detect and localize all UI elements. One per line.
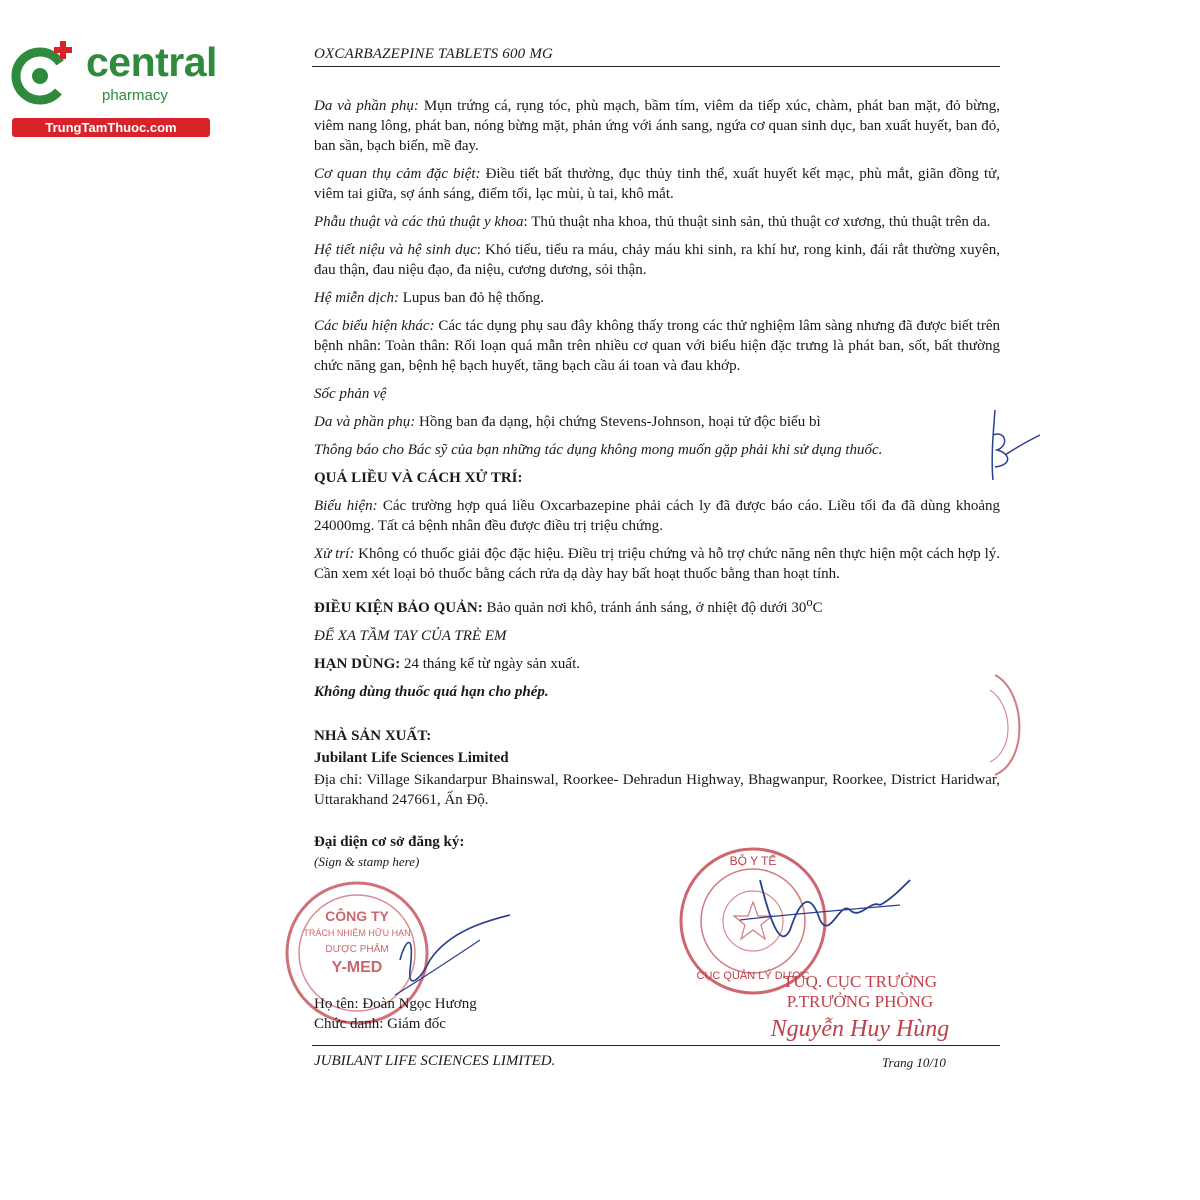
header-divider: [312, 66, 1000, 67]
stamp-line-2: TRÁCH NHIỆM HỮU HẠN: [303, 928, 411, 938]
manufacturer-name: Jubilant Life Sciences Limited: [314, 750, 509, 766]
margin-stamp-icon: [985, 670, 1025, 780]
registrant-title: Chức danh: Giám đốc: [314, 1016, 446, 1032]
registrant-info: [314, 994, 477, 1034]
manufacturer-address: Địa chỉ: Village Sikandarpur Bhainswal, Roorkee- Dehradun Highway, Bhagwanpur, Roorkee, District Haridwar, Uttarakhand 247661, Ấn Độ.: [314, 772, 1000, 808]
heading-manufacturer: NHÀ SẢN XUẤT:: [314, 728, 432, 744]
stamp-line-4: Y-MED: [331, 959, 383, 976]
official-signature-icon: [720, 860, 920, 970]
paragraph-symptoms: Biểu hiện: Các trường hợp quá liều Oxcarbazepine phải cách ly đã được báo cáo. Liều tối đa đã dùng khoảng 24000mg. Tất cả bệnh nhân đều được điều trị triệu chứng.: [314, 498, 1001, 534]
paragraph-children: ĐỂ XA TẦM TAY CỦA TRẺ EM: [314, 628, 507, 644]
ministry-stamp-top: BỘ Y TẾ: [729, 854, 777, 868]
document-body: [314, 96, 1000, 872]
paragraph-treatment: Xử trí: Không có thuốc giải độc đặc hiệu. Điều trị triệu chứng và hỗ trợ chức năng nên thực hiện một cách hợp lý. Cần xem xét loại bỏ thuốc bằng cách rửa dạ dày hay bất hoạt thuốc bằng than hoạt tính.: [314, 546, 1000, 582]
official-title-1: TUQ. CỤC TRƯỞNG: [782, 972, 938, 991]
paragraph-no-expired: Không dùng thuốc quá hạn cho phép.: [314, 684, 549, 700]
paragraph-immune: Hệ miễn dịch: Lupus ban đỏ hệ thống.: [314, 290, 544, 306]
heading-overdose: QUÁ LIỀU VÀ CÁCH XỬ TRÍ:: [314, 470, 523, 486]
paragraph-senses: Cơ quan thụ cảm đặc biệt: Điều tiết bất thường, đục thủy tinh thể, xuất huyết kết mạc, phù mắt, giãn đồng tử, viêm tai giữa, sợ ánh sáng, điểm tối, lạc mùi, ù tai, khô mắt.: [314, 166, 1000, 202]
official-name: Nguyễn Huy Hùng: [770, 1016, 950, 1042]
page-number: Trang 10/10: [882, 1055, 946, 1070]
official-title-2: P.TRƯỞNG PHÒNG: [786, 992, 934, 1011]
paragraph-surgery: Phẫu thuật và các thủ thuật y khoa: Thủ thuật nha khoa, thủ thuật sinh sản, thủ thuật cơ xương, thủ thuật trên da.: [314, 214, 991, 230]
footer-company: JUBILANT LIFE SCIENCES LIMITED.: [314, 1053, 556, 1069]
official-signature-block: [740, 972, 980, 1044]
footer-divider: [312, 1045, 1000, 1046]
paragraph-other: Các biểu hiện khác: Các tác dụng phụ sau đây không thấy trong các thử nghiệm lâm sàng nhưng đã được biết trên bệnh nhân: Toàn thân: Rối loạn quá mẫn trên nhiều cơ quan với biểu hiện đặc trưng là phát ban, sốt, bất thường chức năng gan, bệnh hệ bạch huyết, tăng bạch cầu ái toan và đau khớp.: [314, 318, 1001, 374]
paragraph-anaphylaxis: Sốc phản vệ: [314, 386, 387, 402]
logo-url[interactable]: TrungTamThuoc.com: [12, 118, 210, 137]
pharmacy-cross-icon: [10, 38, 82, 110]
registrant-sign-note: (Sign & stamp here): [314, 854, 420, 869]
logo-subtitle: pharmacy: [102, 87, 168, 104]
paragraph-notify: Thông báo cho Bác sỹ của bạn những tác dụng không mong muốn gặp phải khi sử dụng thuốc.: [314, 442, 883, 458]
paragraph-expiry: HẠN DÙNG: 24 tháng kể từ ngày sản xuất.: [314, 656, 581, 672]
logo-name: central: [86, 39, 217, 85]
heading-registrant: Đại diện cơ sở đăng ký:: [314, 834, 465, 850]
paragraph-skin: Da và phần phụ: Mụn trứng cá, rụng tóc, phù mạch, bầm tím, viêm da tiếp xúc, chàm, phát ban mặt, đỏ bừng, viêm nang lông, phát ban, nóng bừng mặt, phản ứng với ánh sang, ngứa cơ quan sinh dục, ban xuất huyết, ban đỏ, ban sần, bạch biến, mề đay.: [314, 98, 1000, 154]
brand-logo: [10, 38, 215, 138]
stamp-line-1: CÔNG TY: [325, 908, 389, 924]
stamp-line-3: DƯỢC PHẨM: [325, 944, 389, 955]
margin-initials-icon: [975, 405, 1045, 485]
paragraph-skin-2: Da và phần phụ: Hồng ban đa dạng, hội chứng Stevens-Johnson, hoại tử độc biểu bì: [314, 414, 821, 430]
registrant-name: Họ tên: Đoàn Ngọc Hương: [314, 996, 477, 1012]
paragraph-urinary: Hệ tiết niệu và hệ sinh dục: Khó tiểu, tiểu ra máu, chảy máu khi sinh, ra khí hư, rong kinh, đái rắt thường xuyên, đau thận, đau niệu đạo, đa niệu, cương dương, sỏi thận.: [314, 242, 1000, 278]
ministry-stamp-ring: CỤC QUẢN LÝ DƯỢC: [696, 970, 810, 982]
page-header: OXCARBAZEPINE TABLETS 600 MG: [314, 46, 554, 62]
paragraph-storage: ĐIỀU KIỆN BẢO QUẢN: Bảo quản nơi khô, tránh ánh sáng, ở nhiệt độ dưới 30$^o$C: [314, 595, 823, 616]
